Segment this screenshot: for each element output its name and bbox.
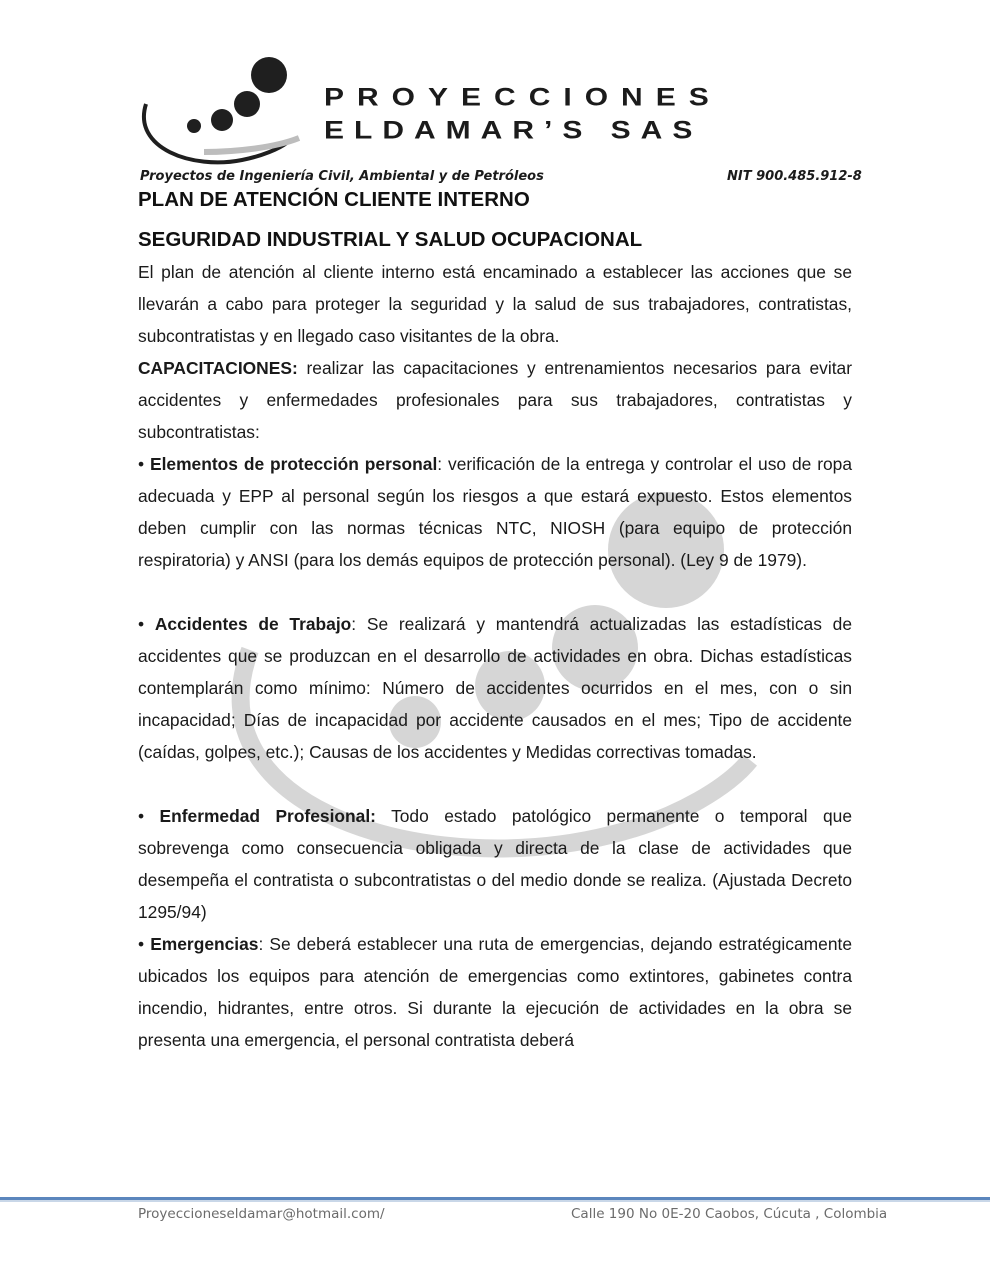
item-enfermedad-profesional [138,800,852,928]
item-label: Emergencias [150,934,259,954]
item-emergencias [138,928,852,1056]
bullet: • [138,614,155,634]
logo-dot-large [251,57,287,93]
capacitaciones-paragraph [138,352,852,448]
company-tagline: Proyectos de Ingeniería Civil, Ambiental y de Petróleos [140,169,544,184]
item-label: Enfermedad Profesional: [159,806,376,826]
logo-dot-small [211,109,233,131]
footer-address: Calle 190 No 0E-20 Caobos, Cúcuta , Colombia [571,1206,888,1222]
item-text: : Se deberá establecer una ruta de emergencias, dejando estratégicamente ubicados los equipos para atención de emergencias como extintores, gabinetes contra incendio, hidrantes, entre otros. Si durante la ejecución de actividades en la obra se presenta una emergencia, el personal contratista deberá [138,934,852,1050]
logo-dot-tiny [187,119,201,133]
capacitaciones-label: CAPACITACIONES: [138,358,298,378]
item-text: : Se realizará y mantendrá actualizadas las estadísticas de accidentes que se produzcan en el desarrollo de actividades en obra. Dichas estadísticas contemplarán como mínimo: Número de accidentes ocurridos en el mes, con o sin incapacidad; Días de incapacidad por accidente causados en el mes; Tipo de accidente (caídas, golpes, etc.); Causas de los accidentes y Medidas correctivas tomadas. [138,614,852,762]
capacitaciones-text: realizar las capacitaciones y entrenamientos necesarios para evitar accidentes y enfermedades profesionales para sus trabajadores, contratistas y subcontratistas: [138,358,852,442]
intro-paragraph: El plan de atención al cliente interno está encaminado a establecer las acciones que se llevarán a cabo para proteger la seguridad y la salud de sus trabajadores, contratistas, subcontratistas y en llegado caso visitantes de la obra. [138,262,852,346]
bullet: • [138,806,160,826]
company-logo [134,52,304,170]
document-body [138,184,852,1056]
footer-rule-shadow [0,1200,990,1202]
logo-swoosh-shadow [204,138,299,152]
footer-email: Proyeccioneseldamar@hotmail.com/ [138,1206,385,1222]
document-title: PLAN DE ATENCIÓN CLIENTE INTERNO [138,188,530,211]
company-nit: NIT 900.485.912-8 [727,169,862,184]
item-accidentes-trabajo [138,608,852,768]
item-text: Todo estado patológico permanente o temporal que sobrevenga como consecuencia obligada y directa de la clase de actividades que desempeña el contratista o subcontratistas o del medio donde se realiza. (Ajustada Decreto 1295/94) [138,806,852,922]
item-elementos-proteccion [138,448,852,576]
logo-dot-medium [234,91,260,117]
item-label: Elementos de protección personal [149,454,438,474]
item-label: Accidentes de Trabajo [154,614,352,634]
item-text: : verificación de la entrega y controlar el uso de ropa adecuada y EPP al personal según los riesgos a que estará expuesto. Estos elementos deben cumplir con las normas técnicas NTC, NIOSH (para equipo de protección respiratoria) y ANSI (para los demás equipos de protección personal). (Ley 9 de 1979). [138,454,852,570]
brand-name-line2: ELDAMAR’S SAS [324,117,703,145]
bullet: • [138,454,150,474]
document-subtitle: SEGURIDAD INDUSTRIAL Y SALUD OCUPACIONAL [138,228,643,251]
brand-name-line1: PROYECCIONES [324,84,722,112]
bullet: • [138,934,151,954]
